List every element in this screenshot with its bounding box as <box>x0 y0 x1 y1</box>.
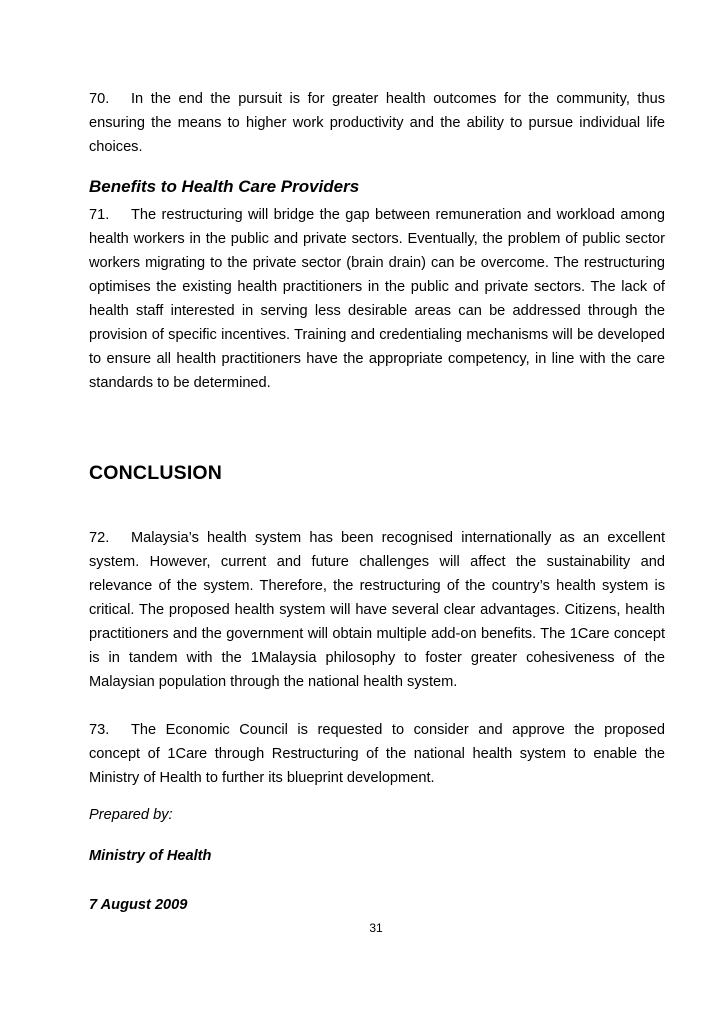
paragraph-71 <box>89 203 665 395</box>
page-number: 31 <box>369 921 383 935</box>
paragraph-number: 71. <box>89 207 110 223</box>
paragraph-text: In the end the pursuit is for greater health outcomes for the community, thus ensuring the means to higher work productivity and the ability to pursue individual life choices. <box>89 91 665 155</box>
paragraph-73 <box>89 718 665 790</box>
ministry-name: Ministry of Health <box>89 848 212 864</box>
paragraph-72 <box>89 526 665 694</box>
section-heading-benefits: Benefits to Health Care Providers <box>89 177 360 196</box>
paragraph-text: Malaysia’s health system has been recognised internationally as an excellent system. However, current and future challenges will affect the sustainability and relevance of the system. Therefore, the restructuring of the country’s health system is critical. The proposed health system will have several clear advantages. Citizens, health practitioners and the government will obtain multiple add-on benefits. The 1Care concept is in tandem with the 1Malaysia philosophy to foster greater cohesiveness of the Malaysian population through the national health system. <box>89 530 665 690</box>
paragraph-text: The restructuring will bridge the gap between remuneration and workload among health workers in the public and private sectors. Eventually, the problem of public sector workers migrating to the private sector (brain drain) can be overcome. The restructuring optimises the existing health practitioners in the public and private sectors. The lack of health staff interested in serving less desirable areas can be addressed through the provision of specific incentives. Training and credentialing mechanisms will be developed to ensure all health practitioners have the appropriate competency, in line with the care standards to be determined. <box>89 207 665 391</box>
paragraph-text: The Economic Council is requested to consider and approve the proposed concept of 1Care through Restructuring of the national health system to enable the Ministry of Health to further its blueprint development. <box>89 722 665 786</box>
paragraph-number: 70. <box>89 91 110 107</box>
paragraph-70 <box>89 87 665 159</box>
paragraph-number: 73. <box>89 722 110 738</box>
prepared-by-label: Prepared by: <box>89 807 173 823</box>
paragraph-number: 72. <box>89 530 110 546</box>
document-date: 7 August 2009 <box>89 897 188 913</box>
section-heading-conclusion: CONCLUSION <box>89 462 223 484</box>
